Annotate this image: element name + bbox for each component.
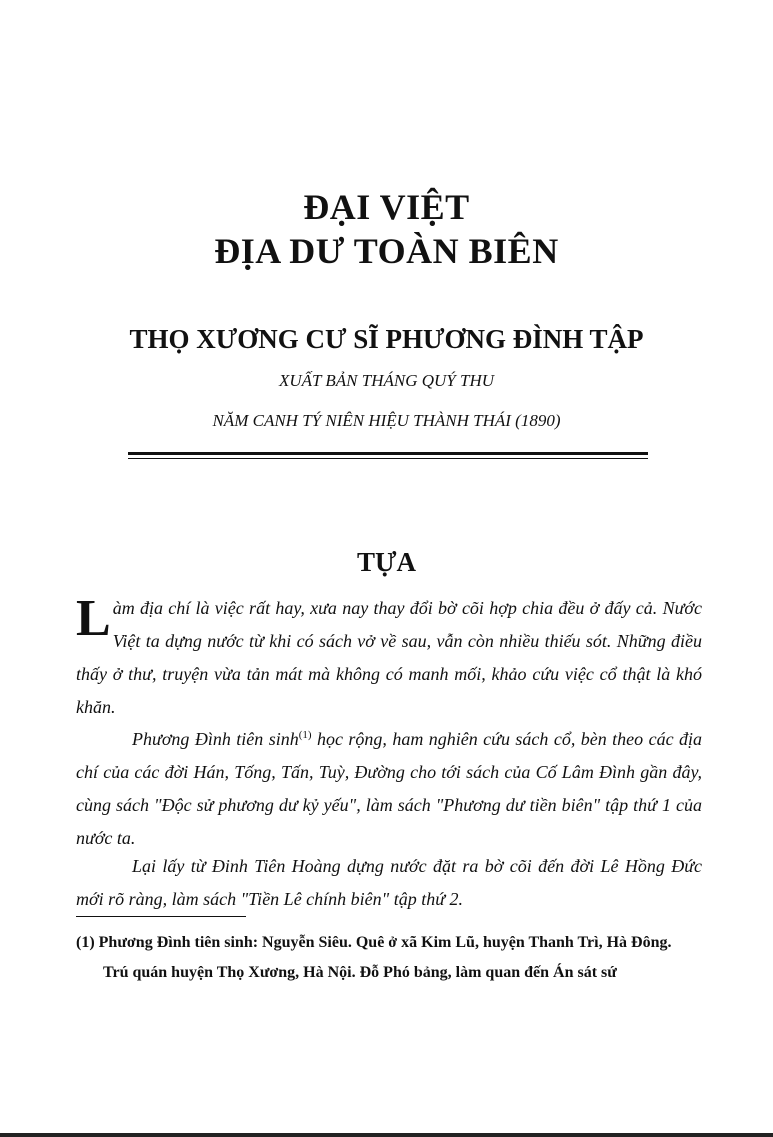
collection-subtitle: THỌ XƯƠNG CƯ SĨ PHƯƠNG ĐÌNH TẬP: [129, 324, 644, 354]
paragraph-2: [76, 723, 702, 855]
page-bottom-edge: [0, 1133, 773, 1137]
paragraph-2-text-end: học rộng, ham nghiên cứu sách cổ, bèn theo các địa chí của các đời Hán, Tống, Tấn, Tuỳ, Đường cho tới sách của Cố Lâm Đình gần đây, cùng sách "Độc sử phương dư kỷ yếu", làm sách "Phương dư tiền biên" tập thứ 1 của nước ta.: [76, 729, 703, 848]
title-divider-thick: [128, 452, 648, 455]
title-line-2: ĐỊA DƯ TOÀN BIÊN: [214, 231, 559, 271]
footnote-reference: (1): [298, 729, 312, 741]
drop-cap: L: [76, 590, 111, 647]
edition-line-2: NĂM CANH TÝ NIÊN HIỆU THÀNH THÁI (1890): [212, 411, 561, 430]
footnote-divider: [76, 916, 246, 917]
paragraph-1: [76, 592, 702, 724]
title-divider-thin: [128, 458, 648, 459]
paragraph-2-text-start: Phương Đình tiên sinh: [132, 729, 299, 749]
section-heading: TỰA: [357, 547, 416, 577]
paragraph-3: Lại lấy từ Đinh Tiên Hoàng dựng nước đặt ra bờ cõi đến đời Lê Hồng Đức mới rõ ràng, làm sách "Tiền Lê chính biên" tập thứ 2.: [76, 856, 702, 909]
title-line-1: ĐẠI VIỆT: [303, 187, 470, 227]
edition-line-1: XUẤT BẢN THÁNG QUÝ THU: [278, 371, 495, 390]
footnote: (1) Phương Đình tiên sinh: Nguyễn Siêu. Quê ở xã Kim Lũ, huyện Thanh Trì, Hà Đông. Trú quán huyện Thọ Xương, Hà Nội. Đỗ Phó bảng, làm quan đến Án sát sứ: [76, 934, 672, 981]
paragraph-1-text: àm địa chí là việc rất hay, xưa nay thay đổi bờ cõi hợp chia đều ở đấy cả. Nước Việt ta dựng nước từ khi có sách vở về sau, vẫn còn nhiều thiếu sót. Những điều thấy ở thư, truyện vừa tản mát mà không có manh mối, khảo cứu việc cổ thật là khó khăn.: [76, 598, 702, 717]
